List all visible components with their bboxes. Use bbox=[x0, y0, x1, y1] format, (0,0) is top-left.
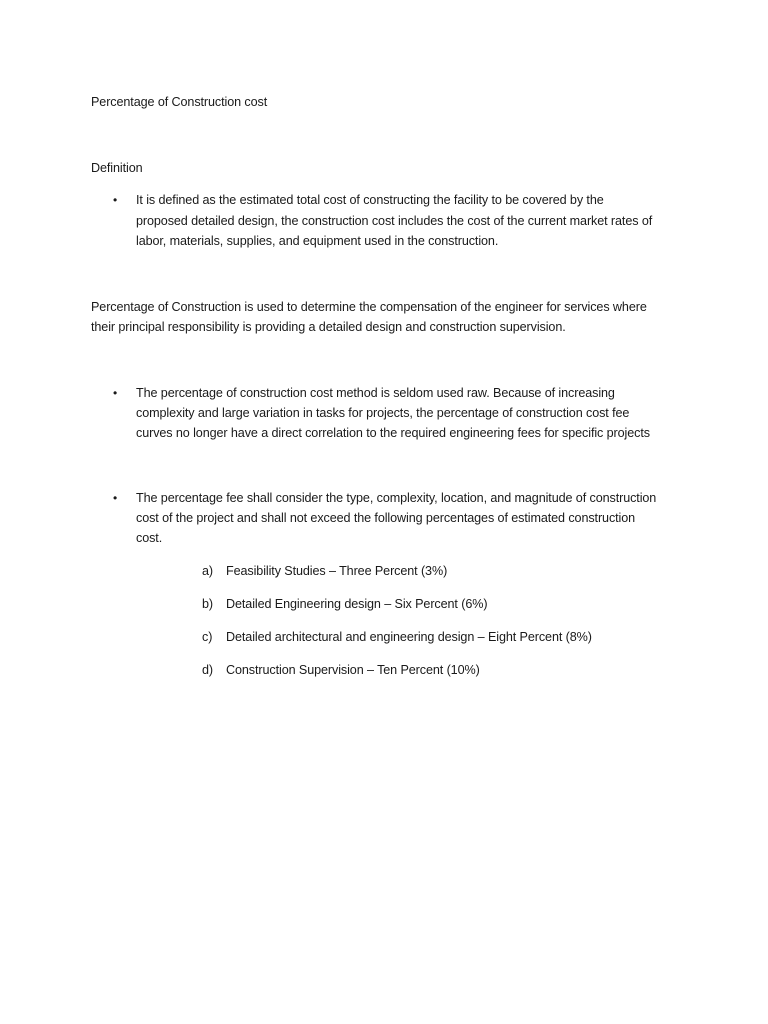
bullet-marker: • bbox=[113, 386, 118, 400]
list-item-text: Feasibility Studies – Three Percent (3%) bbox=[226, 564, 448, 578]
bullet-marker: • bbox=[113, 193, 118, 207]
definition-line-2: proposed detailed design, the construction cost includes the cost of the current market rates of bbox=[136, 214, 653, 228]
list-item-text: Detailed Engineering design – Six Percent (6%) bbox=[226, 597, 488, 611]
list-marker: c) bbox=[202, 630, 213, 644]
method-line-2: complexity and large variation in tasks for projects, the percentage of construction cost fee bbox=[136, 406, 630, 420]
fee-line-3: cost. bbox=[136, 531, 163, 545]
document-title: Percentage of Construction cost bbox=[91, 95, 268, 109]
method-line-1: The percentage of construction cost method is seldom used raw. Because of increasing bbox=[136, 386, 615, 400]
list-marker: a) bbox=[202, 564, 213, 578]
bullet-marker: • bbox=[113, 491, 118, 505]
definition-line-3: labor, materials, supplies, and equipment used in the construction. bbox=[136, 234, 499, 248]
fee-line-2: cost of the project and shall not exceed the following percentages of estimated construction bbox=[136, 511, 636, 525]
list-marker: b) bbox=[202, 597, 213, 611]
list-item-text: Construction Supervision – Ten Percent (10%) bbox=[226, 663, 480, 677]
list-marker: d) bbox=[202, 663, 213, 677]
fee-line-1: The percentage fee shall consider the type, complexity, location, and magnitude of construction bbox=[136, 491, 657, 505]
definition-heading: Definition bbox=[91, 161, 143, 175]
paragraph-line-2: their principal responsibility is providing a detailed design and construction supervision. bbox=[91, 320, 566, 334]
definition-line-1: It is defined as the estimated total cost of constructing the facility to be covered by the bbox=[136, 193, 604, 207]
list-item-text: Detailed architectural and engineering design – Eight Percent (8%) bbox=[226, 630, 592, 644]
paragraph-line-1: Percentage of Construction is used to determine the compensation of the engineer for services where bbox=[91, 300, 647, 314]
method-line-3: curves no longer have a direct correlation to the required engineering fees for specific projects bbox=[136, 426, 650, 440]
